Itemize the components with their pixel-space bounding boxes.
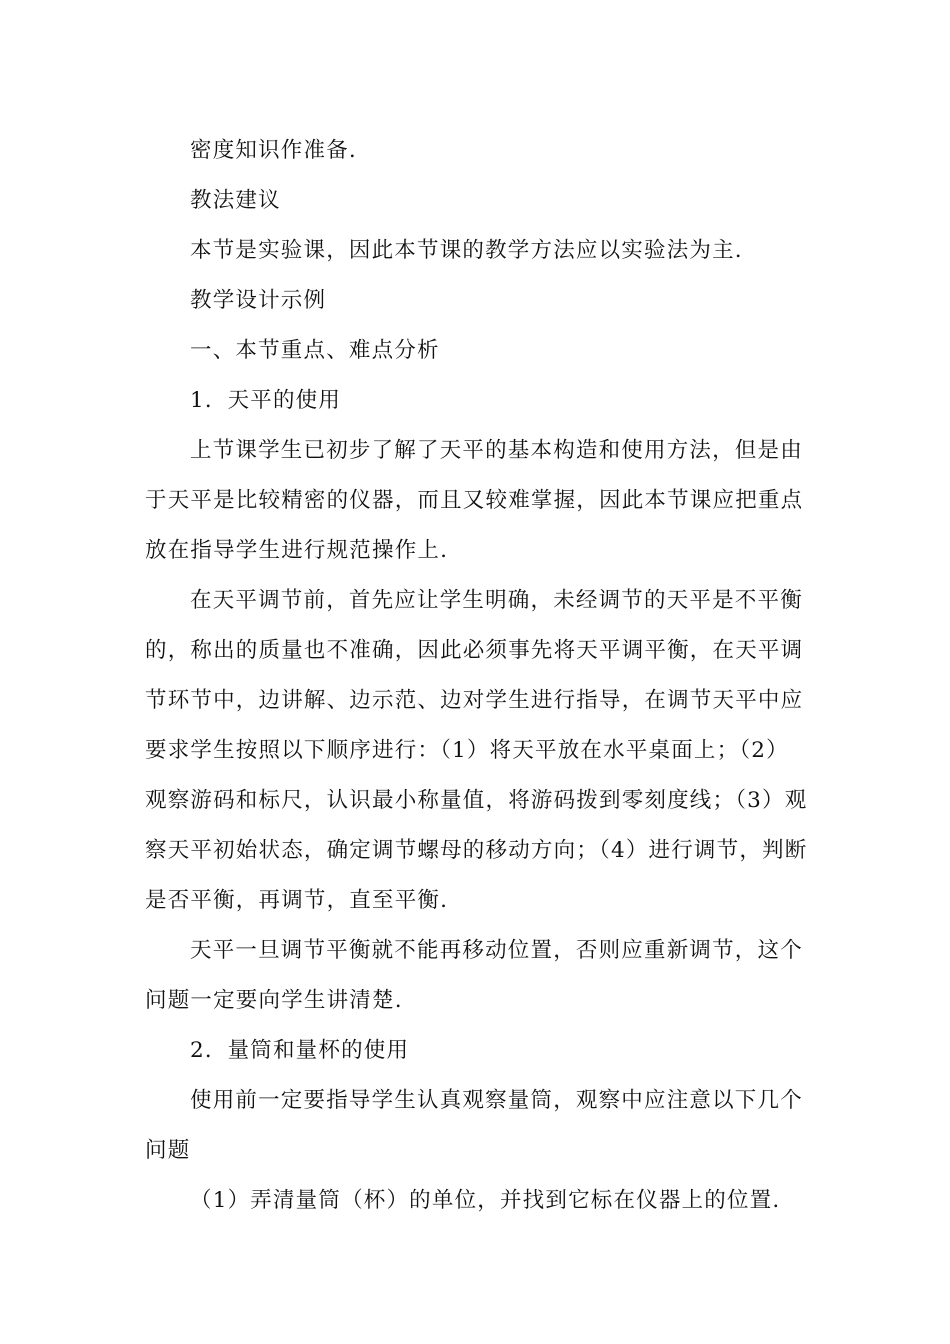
paragraph-line: 是否平衡，再调节，直至平衡.	[145, 888, 449, 913]
section-heading: 教法建议	[190, 188, 281, 213]
paragraph-line: 问题一定要向学生讲清楚.	[145, 988, 403, 1013]
paragraph-line: 观察游码和标尺，认识最小称量值，将游码拨到零刻度线；（3）观	[145, 788, 808, 813]
section-heading: 一、本节重点、难点分析	[190, 338, 440, 363]
paragraph-line: 察天平初始状态，确定调节螺母的移动方向；（4）进行调节，判断	[145, 838, 808, 863]
list-item: （1）弄清量筒（杯）的单位，并找到它标在仪器上的位置.	[190, 1188, 781, 1213]
paragraph-line: 在天平调节前，首先应让学生明确，未经调节的天平是不平衡	[190, 588, 803, 613]
paragraph-line: 要求学生按照以下顺序进行：（1）将天平放在水平桌面上；（2）	[145, 738, 789, 763]
paragraph-line: 上节课学生已初步了解了天平的基本构造和使用方法，但是由	[190, 438, 803, 463]
paragraph-line: 的，称出的质量也不准确，因此必须事先将天平调平衡，在天平调	[145, 638, 804, 663]
section-heading: 教学设计示例	[190, 288, 327, 313]
paragraph-line: 天平一旦调节平衡就不能再移动位置，否则应重新调节，这个	[190, 938, 803, 963]
paragraph-line: 使用前一定要指导学生认真观察量筒，观察中应注意以下几个	[190, 1088, 803, 1113]
paragraph-line: 密度知识作准备.	[190, 138, 357, 163]
paragraph-line: 本节是实验课，因此本节课的教学方法应以实验法为主.	[190, 238, 743, 263]
paragraph-line: 问题	[145, 1138, 191, 1163]
subsection-heading: 1．天平的使用	[190, 388, 342, 413]
paragraph-line: 节环节中，边讲解、边示范、边对学生进行指导，在调节天平中应	[145, 688, 804, 713]
paragraph-line: 于天平是比较精密的仪器，而且又较难掌握，因此本节课应把重点	[145, 488, 804, 513]
paragraph-line: 放在指导学生进行规范操作上.	[145, 538, 449, 563]
subsection-heading: 2．量筒和量杯的使用	[190, 1038, 410, 1063]
